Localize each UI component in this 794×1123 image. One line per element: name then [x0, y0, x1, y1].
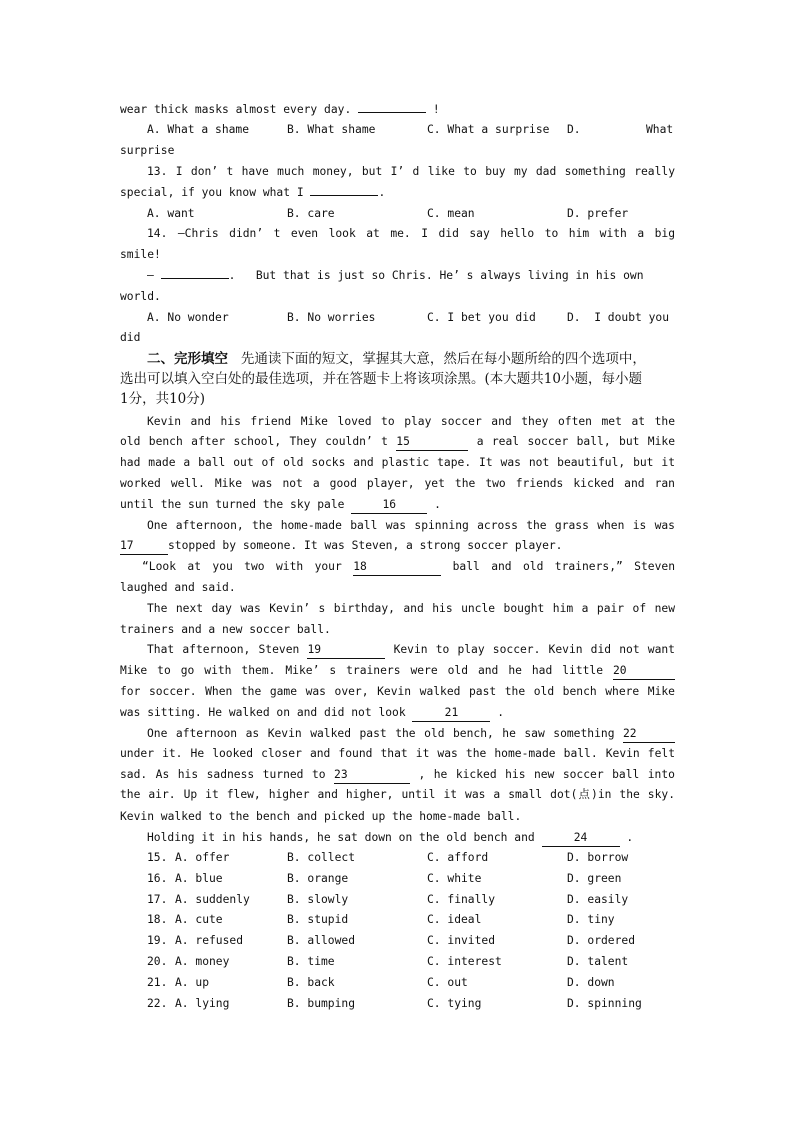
option-b: B. stupid — [287, 913, 349, 927]
option-c: C. mean — [427, 207, 475, 220]
section-heading — [120, 349, 675, 369]
text: a real soccer ball, but Mike — [476, 435, 676, 448]
option-a: A. No wonder — [147, 311, 229, 324]
text: One afternoon as Kevin walked past the old bench, he saw something — [147, 727, 615, 740]
option-b: B. allowed — [287, 934, 356, 948]
text: old bench after school, They couldn’ t — [120, 435, 388, 448]
option-c: C. white — [427, 871, 482, 885]
passage-line — [120, 434, 675, 451]
option-b: B. collect — [287, 851, 356, 864]
text: until the sun turned the sky pale — [120, 498, 345, 511]
option-c: C. I bet you did — [427, 311, 536, 324]
blank-21: 21 — [412, 705, 490, 722]
option-d: D. prefer — [567, 207, 629, 220]
option-d-text: What — [646, 123, 674, 136]
text: . — [626, 831, 634, 844]
option-b: B. slowly — [287, 892, 349, 906]
answer-blank — [161, 278, 229, 279]
blank-23: 23 — [334, 767, 410, 784]
passage-line: for soccer. When the game was over, Kevin walked past the old bench where Mike — [120, 685, 675, 698]
option-c: C. ideal — [427, 913, 482, 927]
text: Kevin to play soccer. Kevin did not want — [393, 643, 675, 656]
section-instructions: 先通读下面的短文，掌握其大意，然后在每小题所给的四个选项中， — [240, 351, 646, 367]
option-a: A. money — [175, 955, 230, 968]
text: Holding it in his hands, he sat down on the old bench and — [147, 831, 535, 844]
option-c: C. out — [427, 975, 468, 989]
option-d: D. green — [567, 871, 622, 885]
answer-blank — [310, 195, 378, 196]
passage-line: worked well. Mike was not a good player, yet the two friends kicked and ran — [120, 477, 675, 490]
option-c: C. interest — [427, 955, 502, 968]
question-number: 18. — [147, 913, 168, 927]
blank-22: 22 — [623, 726, 675, 743]
section-instructions-line3: 1分，共10分) — [120, 391, 206, 407]
passage-line: under it. He looked closer and found that it was the home-made ball. Kevin felt — [120, 747, 675, 760]
q14-response-line — [120, 268, 675, 284]
option-b: B. back — [287, 975, 335, 989]
option-d: D. I doubt you — [567, 311, 670, 324]
passage-line — [120, 830, 675, 847]
question-number: 19. — [147, 934, 168, 948]
text: , he kicked his new soccer ball into — [418, 768, 675, 781]
blank-15: 15 — [396, 434, 468, 451]
option-d: D. — [567, 123, 581, 136]
passage-line: The next day was Kevin’ s birthday, and his uncle bought him a pair of new — [147, 602, 675, 615]
blank-20: 20 — [613, 663, 675, 680]
q14-stem: 14. —Chris didn’ t even look at me. I did say hello to him with a big — [147, 227, 675, 240]
text: stopped by someone. It was Steven, a strong soccer player. — [168, 539, 563, 552]
option-c: C. invited — [427, 934, 496, 948]
option-a: A. up — [175, 975, 210, 989]
text: ! — [432, 103, 440, 116]
text: . — [378, 186, 386, 199]
option-d: D. tiny — [567, 913, 615, 927]
section-title: 二、完形填空 — [147, 351, 228, 367]
option-a: A. suddenly — [175, 892, 250, 906]
question-number: 20. — [147, 955, 168, 968]
option-c: C. tying — [427, 996, 482, 1010]
text: — — [147, 269, 154, 282]
passage-line — [120, 497, 675, 514]
option-d-continued: surprise — [120, 144, 175, 157]
section-instructions-line2: 选出可以填入空白处的最佳选项，并在答题卡上将该项涂黑。(本大题共10小题，每小题 — [120, 371, 642, 387]
option-c: C. finally — [427, 892, 496, 906]
q14-stem-line4: world. — [120, 290, 161, 303]
passage-line: trainers and a new soccer ball. — [120, 623, 331, 636]
option-a: A. offer — [175, 851, 230, 864]
question-number: 22. — [147, 996, 168, 1010]
passage-line: had made a ball out of old socks and plastic tape. It was not beautiful, but it — [120, 456, 675, 469]
option-a: A. cute — [175, 913, 223, 927]
option-d: D. down — [567, 975, 615, 989]
option-d: D. easily — [567, 892, 629, 906]
option-a: A. want — [147, 207, 195, 220]
text: special, if you know what I — [120, 186, 304, 199]
blank-24: 24 — [542, 830, 620, 847]
text: was sitting. He walked on and did not look — [120, 706, 406, 719]
passage-line — [120, 726, 675, 743]
option-b: B. What shame — [287, 123, 376, 136]
question-number: 21. — [147, 975, 168, 989]
blank-17: 17 — [120, 538, 168, 555]
option-a: A. What a shame — [147, 123, 250, 136]
option-d: D. talent — [567, 955, 629, 968]
option-b: B. time — [287, 955, 335, 968]
passage-line: One afternoon, the home-made ball was spinning across the grass when is was — [147, 519, 675, 532]
passage-line — [120, 663, 675, 680]
option-a: A. blue — [175, 871, 223, 885]
passage-line: laughed and said. — [120, 581, 236, 594]
passage-line — [120, 705, 675, 722]
passage-line — [120, 642, 675, 659]
text: . — [497, 706, 505, 719]
text: Mike to go with them. Mike’ s trainers were old and he had little — [120, 664, 604, 677]
passage-line — [120, 538, 675, 555]
text: . — [434, 498, 441, 511]
answer-blank — [358, 112, 426, 113]
question-number: 16. — [147, 871, 168, 885]
option-c: C. afford — [427, 851, 489, 864]
option-a: A. refused — [175, 934, 244, 948]
question-number: 17. — [147, 892, 168, 906]
option-b: B. No worries — [287, 311, 376, 324]
passage-line — [120, 767, 675, 784]
text: . But that is just so Chris. He’ s always living in his own — [228, 269, 644, 282]
option-d: D. borrow — [567, 851, 629, 864]
option-d: D. spinning — [567, 996, 642, 1010]
blank-18: 18 — [353, 559, 441, 576]
q13-stem: 13. I don’ t have much money, but I’ d like to buy my dad something really — [147, 165, 675, 178]
option-b: B. bumping — [287, 996, 356, 1010]
blank-16: 16 — [351, 497, 427, 514]
text: That afternoon, Steven — [147, 643, 300, 656]
option-b: B. care — [287, 207, 335, 220]
passage-line: Kevin walked to the bench and picked up the home-made ball. — [120, 810, 522, 823]
text: ball and old trainers,” Steven — [452, 560, 675, 573]
option-d: D. ordered — [567, 934, 636, 948]
passage-line — [120, 559, 675, 576]
text: “Look at you two with your — [142, 560, 342, 573]
option-b: B. orange — [287, 871, 349, 885]
option-c: C. What a surprise — [427, 123, 550, 136]
passage-line: the air. Up it flew, higher and higher, until it was a small dot(点)in the sky. — [120, 788, 675, 801]
question-number: 15. — [147, 851, 168, 864]
q14-stem-line2: smile! — [120, 248, 161, 261]
text: sad. As his sadness turned to — [120, 768, 326, 781]
passage-line: Kevin and his friend Mike loved to play soccer and they often met at the — [147, 415, 675, 428]
text: wear thick masks almost every day. — [120, 103, 352, 116]
option-d-continued: did — [120, 331, 141, 344]
q12-stem-line — [120, 102, 675, 118]
q13-stem-line2 — [120, 185, 675, 201]
blank-19: 19 — [307, 642, 385, 659]
option-a: A. lying — [175, 996, 230, 1010]
